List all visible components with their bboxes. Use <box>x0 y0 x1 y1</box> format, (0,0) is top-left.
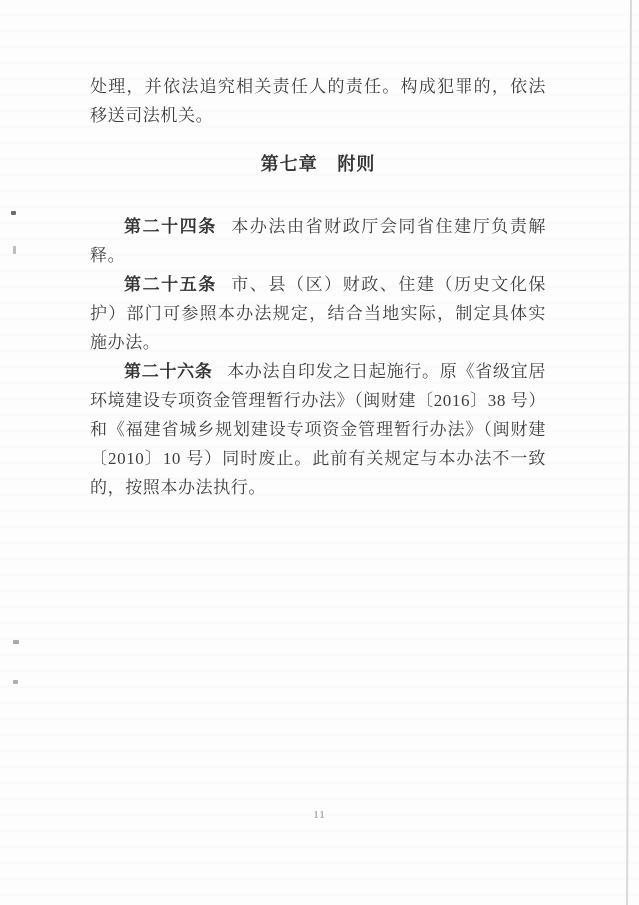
page-edge-line <box>626 0 632 905</box>
chapter-heading <box>90 150 546 179</box>
article-24-text: 本办法由省财政厅会同省住建厅负责解释。 <box>90 217 547 265</box>
scan-speck <box>13 246 16 254</box>
article-24-lead: 第二十四条 <box>124 217 217 236</box>
chapter-number: 第七章 <box>260 154 318 174</box>
article-25 <box>90 270 546 357</box>
chapter-title: 附则 <box>337 154 376 174</box>
article-26 <box>90 357 546 502</box>
document-body <box>90 72 546 502</box>
article-24 <box>90 212 546 270</box>
article-26-text: 本办法自印发之日起施行。原《省级宜居环境建设专项资金管理暂行办法》（闽财建〔2016〕38 号）和《福建省城乡规划建设专项资金管理暂行办法》（闽财建〔2010〕10 号）同时废止。此前有关规定与本办法不一致的，按照本办法执行。 <box>90 362 546 497</box>
article-25-lead: 第二十五条 <box>124 275 217 294</box>
article-26-lead: 第二十六条 <box>124 362 213 381</box>
article-25-text: 市、县（区）财政、住建（历史文化保护）部门可参照本办法规定，结合当地实际，制定具体实施办法。 <box>90 275 547 352</box>
scan-speck <box>13 680 18 684</box>
continuation-paragraph: 处理，并依法追究相关责任人的责任。构成犯罪的，依法移送司法机关。 <box>90 77 546 125</box>
page-number: 11 <box>313 809 326 821</box>
scan-speck <box>11 211 16 215</box>
scan-speck <box>13 640 19 644</box>
